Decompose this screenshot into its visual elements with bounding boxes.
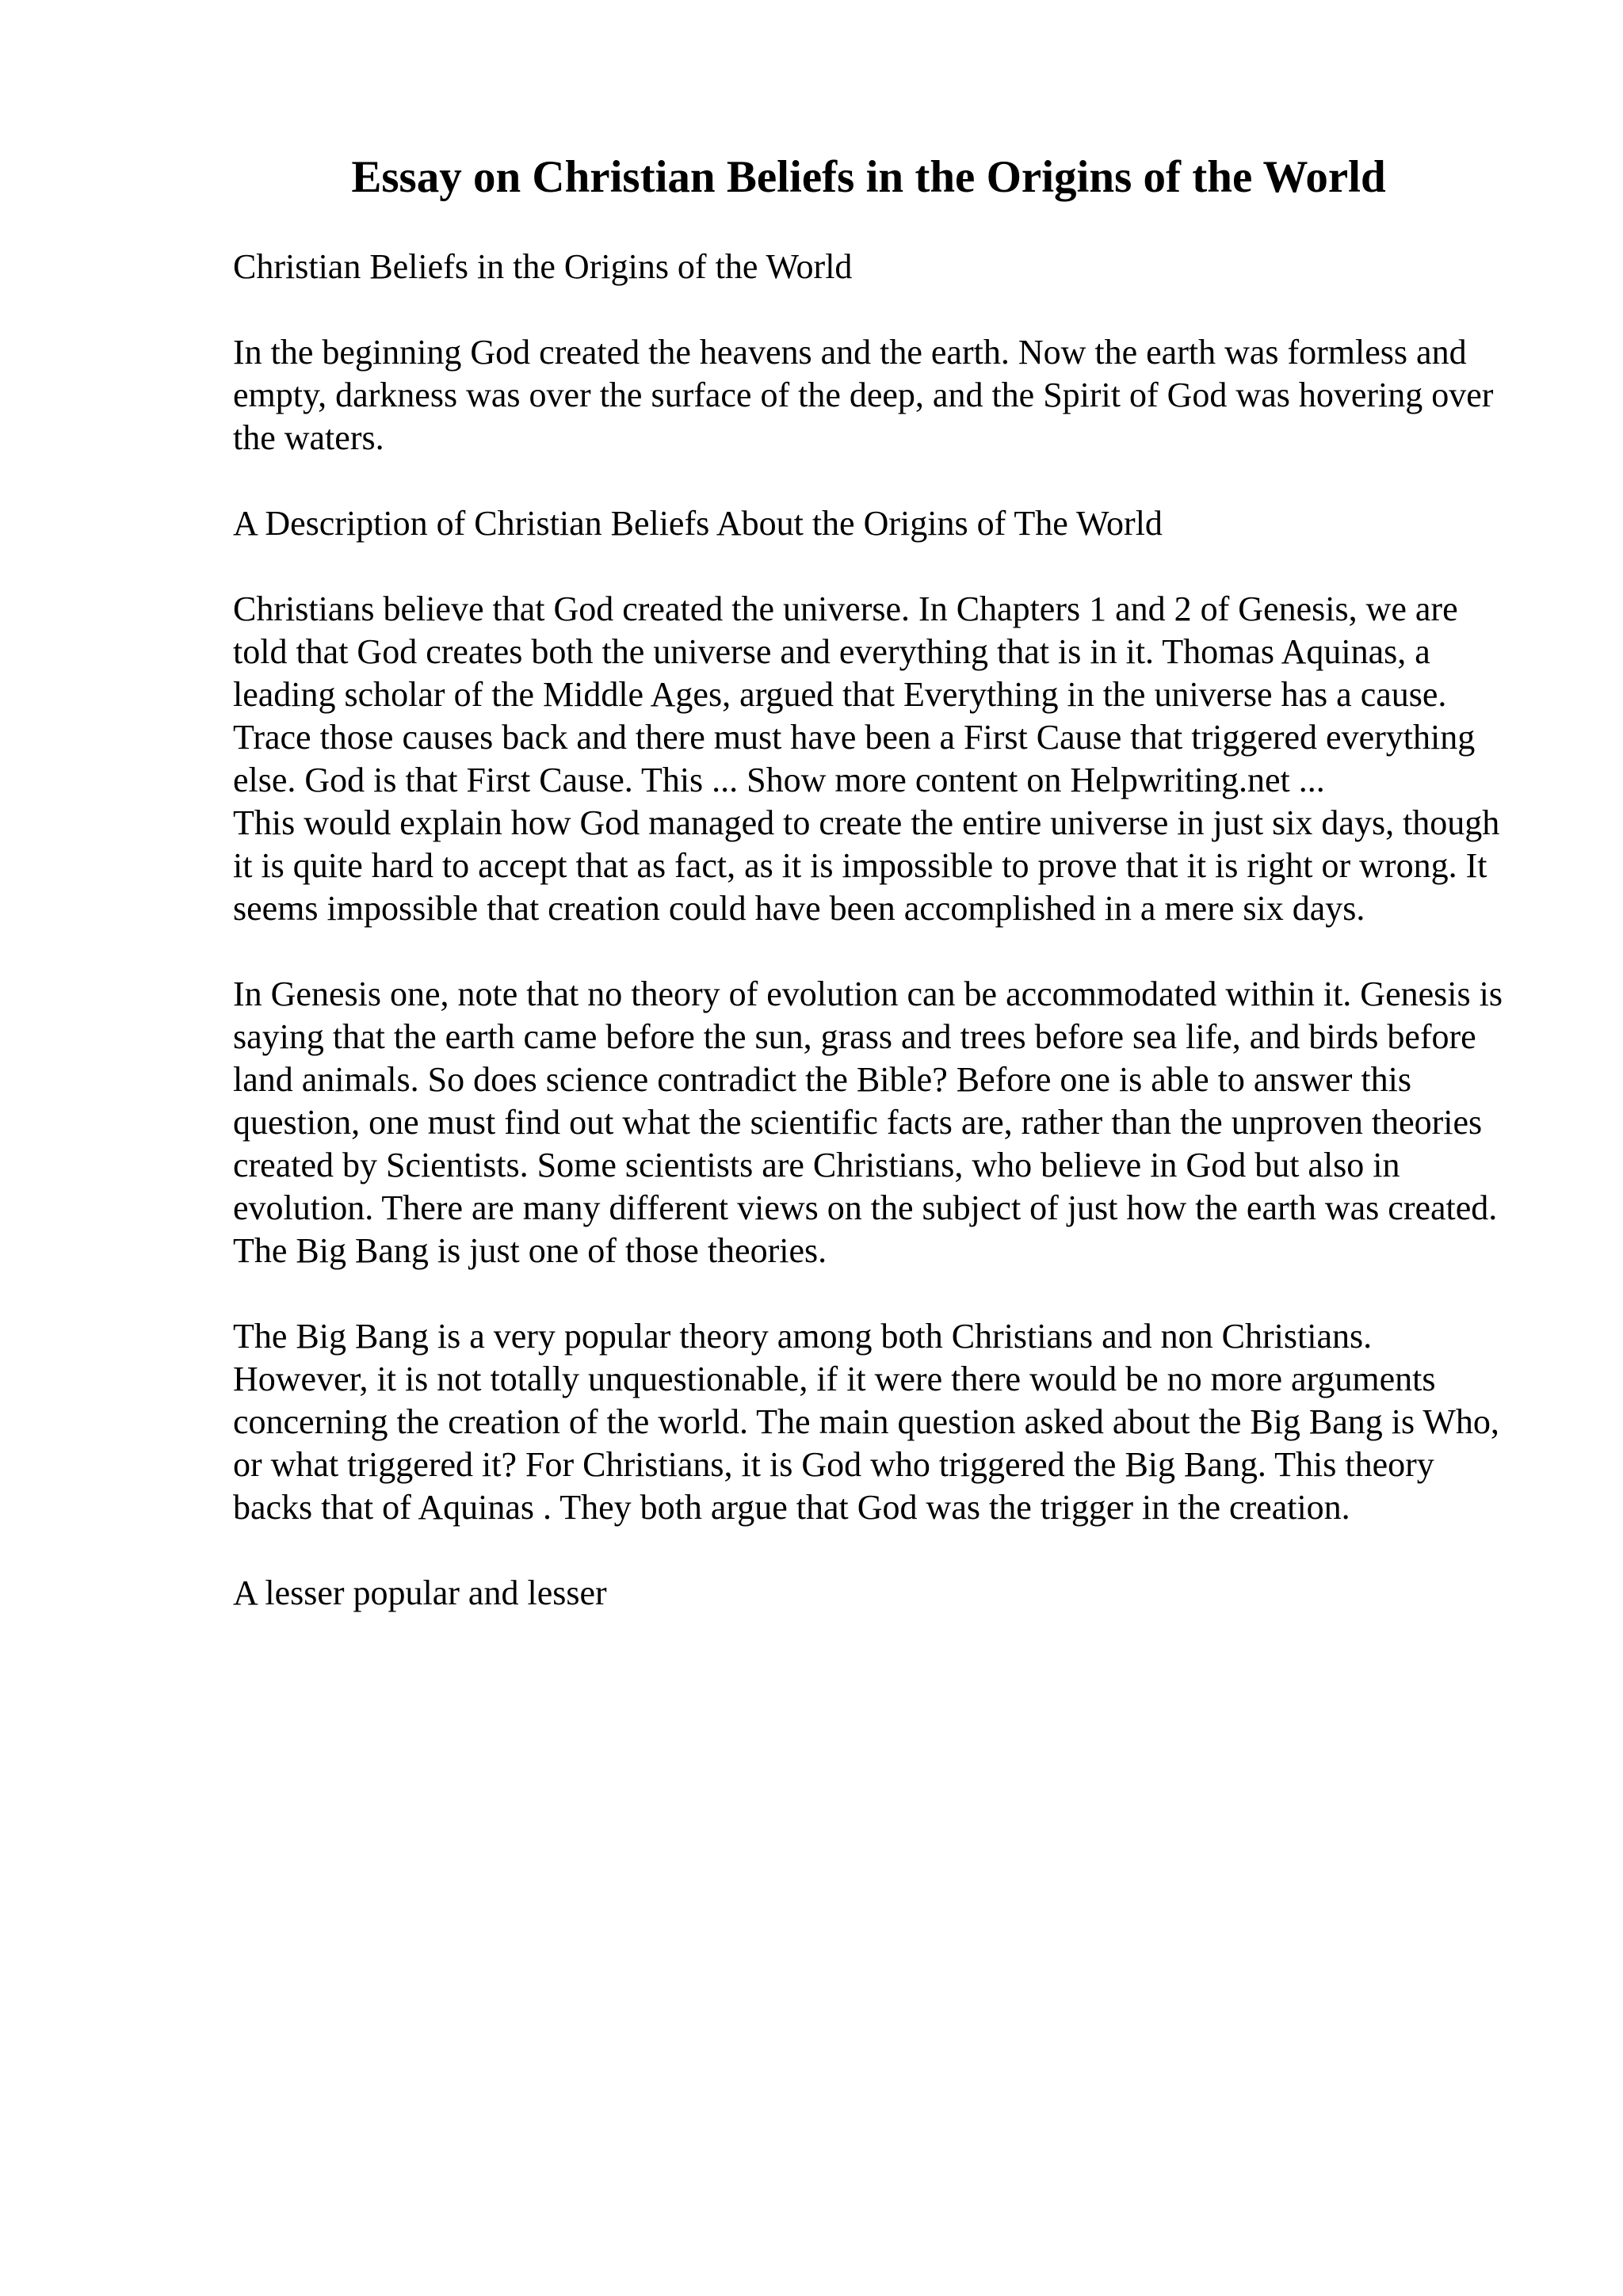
paragraph-truncated: A lesser popular and lesser bbox=[233, 1573, 607, 1613]
paragraph-genesis-evolution: In Genesis one, note that no theory of evolution can be accommodated within it. Genesis is saying that the earth came before the sun, grass and trees before sea life, and birds before land animals. So does science contradict the Bible? Before one is able to answer this question, one must find out what the scientific facts are, rather than the unproven theories created by Scientists. Some scientists are Christians, who believe in God but also in evolution. There are many different views on the subject of just how the earth was created. The Big Bang is just one of those theories. bbox=[233, 974, 1503, 1271]
paragraph-genesis-quote: In the beginning God created the heavens and the earth. Now the earth was formless and empty, darkness was over the surface of the deep, and the Spirit of God was hovering over the waters. bbox=[233, 333, 1494, 458]
document-title: Essay on Christian Beliefs in the Origins of the World bbox=[351, 152, 1386, 202]
paragraph-subtitle: Christian Beliefs in the Origins of the World bbox=[233, 247, 853, 287]
paragraph-first-cause: Christians believe that God created the universe. In Chapters 1 and 2 of Genesis, we are told that God creates both the universe and everything that is in it. Thomas Aquinas, a leading scholar of the Middle Ages, argued that Everything in the universe has a cause. Trace those causes back and there must have been a First Cause that triggered everything else. God is that First Cause. This ... Show more content on Helpwriting.net ... bbox=[233, 589, 1476, 800]
paragraph-big-bang: The Big Bang is a very popular theory among both Christians and non Christians. However, it is not totally unquestionable, if it were there would be no more arguments concerning the creation of the world. The main question asked about the Big Bang is Who, or what triggered it? For Christians, it is God who triggered the Big Bang. This theory backs that of Aquinas . They both argue that God was the trigger in the creation. bbox=[233, 1317, 1499, 1527]
paragraph-section-heading: A Description of Christian Beliefs About the Origins of The World bbox=[233, 504, 1163, 543]
paragraph-six-days: This would explain how God managed to create the entire universe in just six days, though it is quite hard to accept that as fact, as it is impossible to prove that it is right or wrong. It seems impossible that creation could have been accomplished in a mere six days. bbox=[233, 803, 1500, 929]
